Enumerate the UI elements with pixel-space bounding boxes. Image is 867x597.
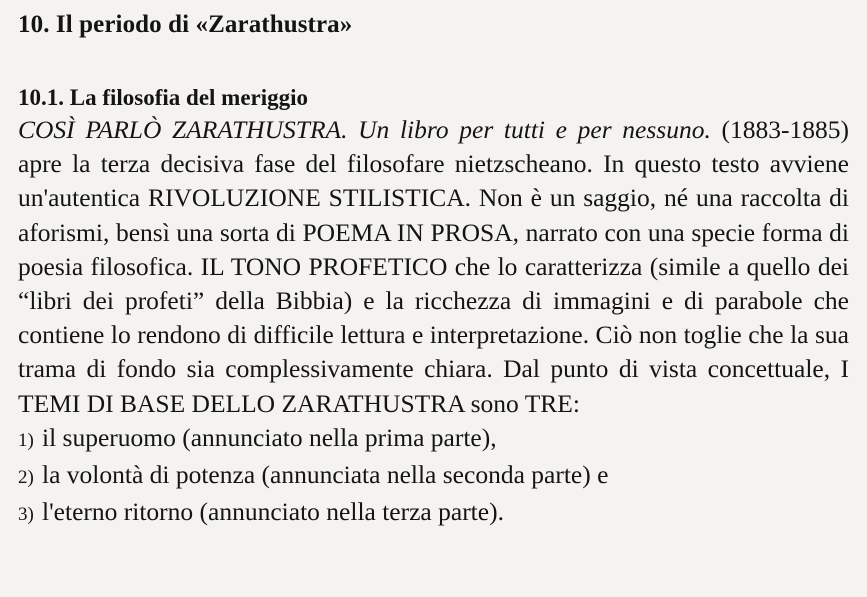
list-item-number: 3) [18, 504, 34, 526]
list-item-text: l'eterno ritorno (annunciato nella terza parte). [42, 497, 504, 527]
body-paragraph [18, 113, 849, 421]
work-title: COSÌ PARLÒ ZARATHUSTRA. Un libro per tutti e per nessuno. [18, 115, 711, 144]
list-item [18, 458, 849, 495]
section-title: 10.1. La filosofia del meriggio [18, 85, 309, 110]
paragraph-text: (1883-1885) apre la terza decisiva fase del filosofare nietzscheano. In questo testo avviene un'autentica RIVOLUZIONE STILISTICA. Non è un saggio, né una raccolta di aforismi, bensì una sorta di POEMA IN PROSA, narrato con una specie forma di poesia filosofica. IL TONO PROFETICO che lo caratterizza (simile a quello dei “libri dei profeti” della Bibbia) e la ricchezza di immagini e di parabole che contiene lo rendono di difficile lettura e interpretazione. Ciò non toglie che la sua trama di fondo sia complessivamente chiara. Dal punto di vista concettuale, I TEMI DI BASE DELLO ZARATHUSTRA sono TRE: [18, 115, 849, 418]
list-item [18, 495, 849, 532]
list-item [18, 421, 849, 458]
list-item-number: 1) [18, 429, 34, 451]
chapter-title: 10. Il periodo di «Zarathustra» [18, 11, 353, 38]
list-item-number: 2) [18, 467, 34, 489]
themes-list [18, 421, 849, 533]
list-item-text: la volontà di potenza (annunciata nella seconda parte) e [42, 460, 609, 490]
list-item-text: il superuomo (annunciato nella prima parte), [42, 422, 497, 452]
